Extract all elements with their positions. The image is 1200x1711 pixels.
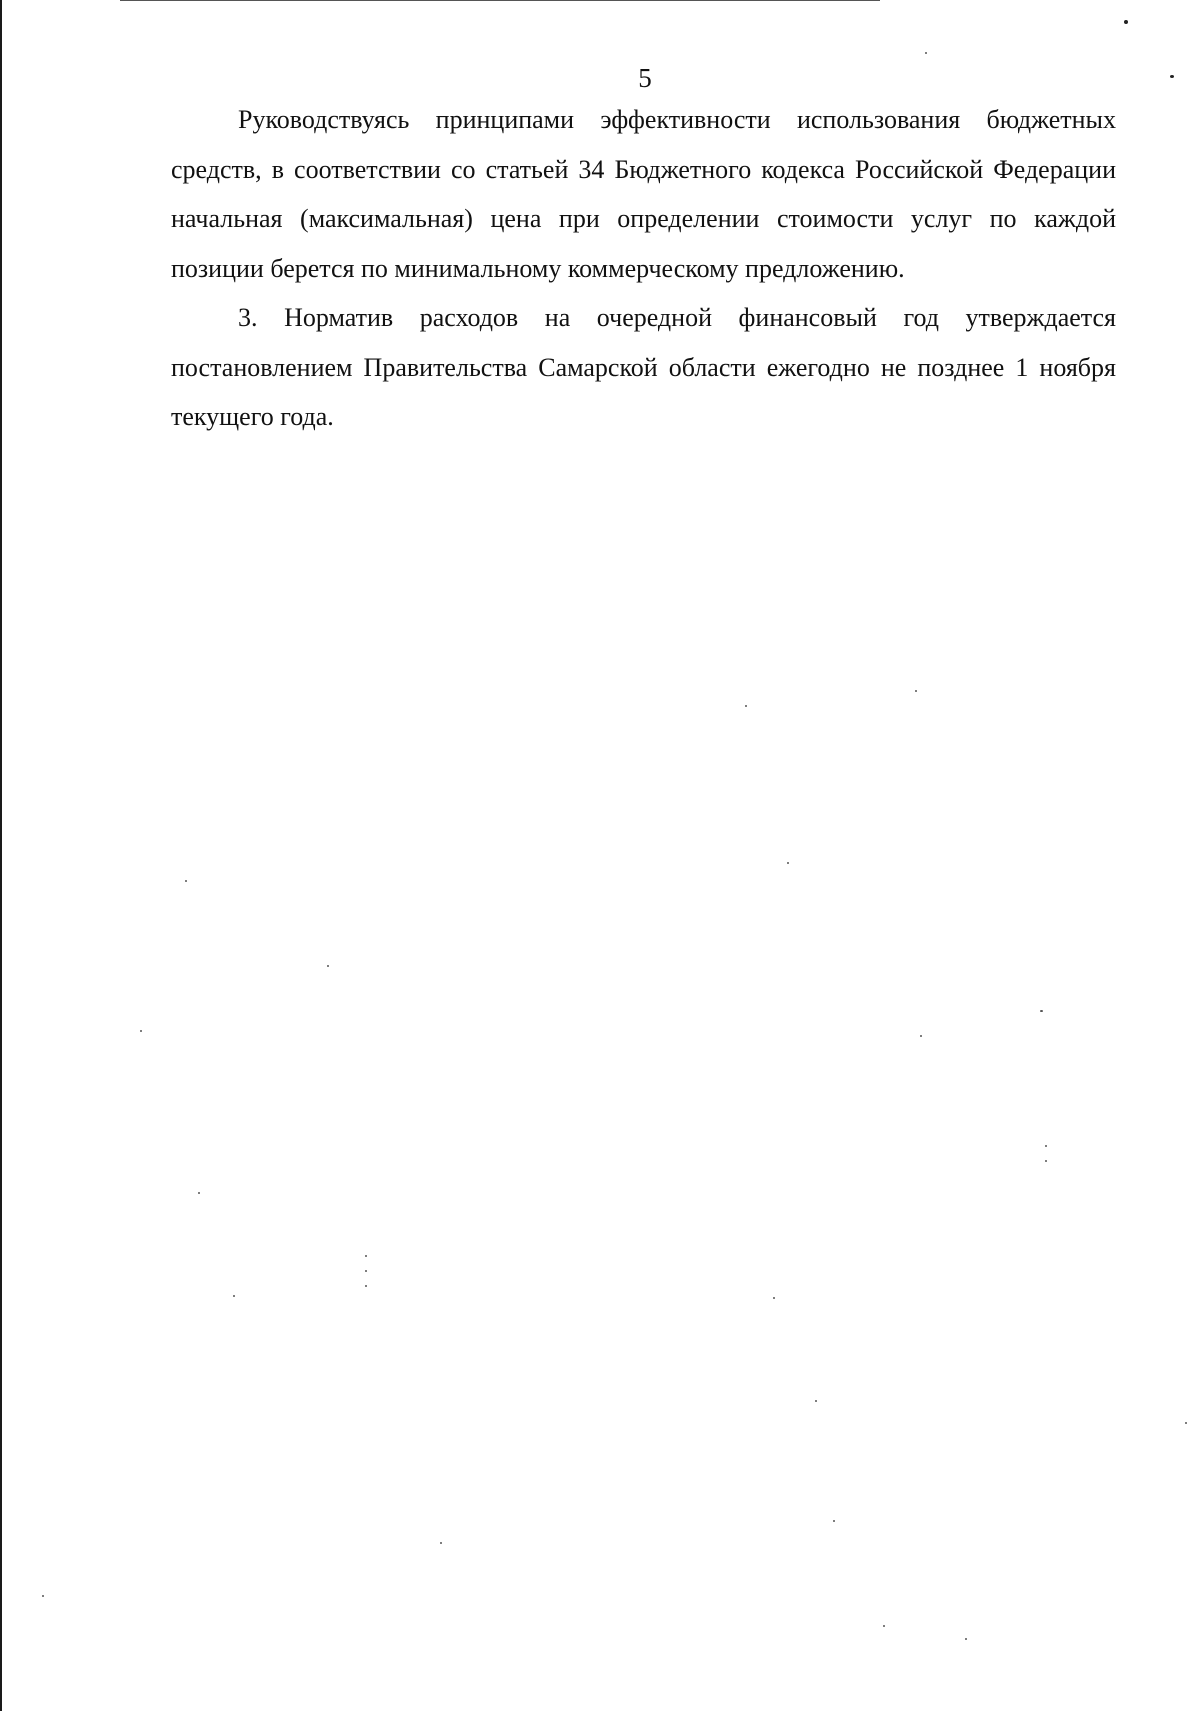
scan-speck bbox=[787, 862, 789, 864]
scan-speck bbox=[185, 880, 187, 882]
scan-speck bbox=[965, 1638, 967, 1640]
scan-speck bbox=[440, 1542, 442, 1544]
scan-speck bbox=[198, 1192, 200, 1194]
scan-speck bbox=[365, 1255, 367, 1257]
scan-speck bbox=[925, 52, 927, 54]
scan-speck bbox=[365, 1270, 367, 1272]
scan-speck bbox=[365, 1285, 367, 1287]
scan-speck bbox=[1185, 1422, 1187, 1424]
paragraph-expense-norm: 3. Норматив расходов на очередной финансовый год утверждается постановлением Правительства Самарской области ежегодно не позднее 1 ноября текущего года. bbox=[171, 303, 1116, 431]
scan-speck bbox=[42, 1595, 44, 1597]
scan-speck bbox=[233, 1295, 235, 1297]
scan-speck bbox=[745, 705, 747, 707]
scan-left-edge bbox=[0, 0, 2, 1711]
paragraph-budget-principles: Руководствуясь принципами эффективности использования бюджетных средств, в соответствии со статьей 34 Бюджетного кодекса Российской Федерации начальная (максимальная) цена при определении стоимости услуг по каждой позиции берется по минимальному коммерческому предложению. bbox=[171, 105, 1116, 283]
scan-speck bbox=[920, 1035, 922, 1037]
scan-speck bbox=[1040, 1010, 1043, 1012]
scan-speck bbox=[1170, 75, 1174, 78]
scan-speck bbox=[1045, 1145, 1047, 1147]
scan-speck bbox=[915, 690, 917, 692]
scan-speck bbox=[883, 1625, 885, 1627]
page-number: 5 bbox=[638, 63, 652, 93]
scan-top-edge bbox=[120, 0, 880, 1]
scan-speck bbox=[833, 1520, 835, 1522]
document-body bbox=[171, 95, 1116, 442]
scan-speck bbox=[1045, 1160, 1047, 1162]
scan-speck bbox=[815, 1400, 817, 1402]
scan-speck bbox=[1124, 20, 1128, 24]
scan-speck bbox=[327, 965, 329, 967]
scan-speck bbox=[140, 1030, 142, 1032]
scan-speck bbox=[773, 1297, 775, 1299]
